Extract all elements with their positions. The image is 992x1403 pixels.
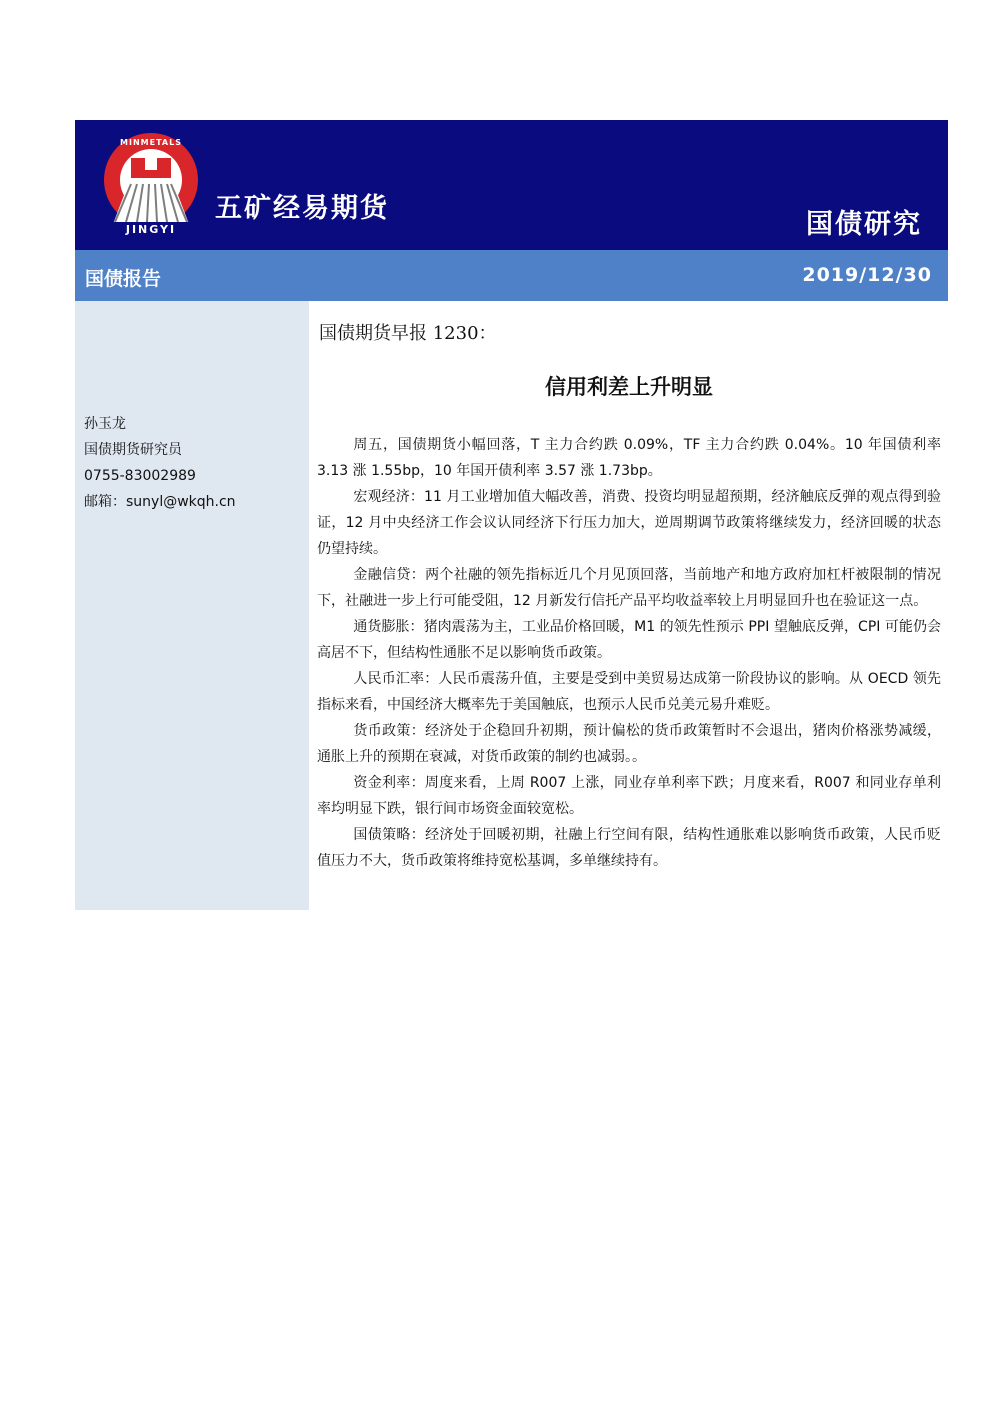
report-title: 信用利差上升明显 (545, 375, 713, 399)
paragraph: 金融信贷：两个社融的领先指标近几个月见顶回落，当前地产和地方政府加杠杆被限制的情况下，社融进一步上行可能受阻，12 月新发行信托产品平均收益率较上月明显回升也在验证这一点。 (317, 567, 941, 609)
paragraph: 通货膨胀：猪肉震荡为主，工业品价格回暖，M1 的领先性预示 PPI 望触底反弹，CPI 可能仍会高居不下，但结构性通胀不足以影响货币政策。 (317, 619, 941, 661)
paragraph: 货币政策：经济处于企稳回升初期，预计偏松的货币政策暂时不会退出，猪肉价格涨势减缓，通胀上升的预期在衰减，对货币政策的制约也减弱。。 (317, 723, 941, 765)
report-text (317, 432, 941, 874)
report-type: 国债报告 (85, 268, 162, 290)
paragraph: 周五，国债期货小幅回落，T 主力合约跌 0.09%，TF 主力合约跌 0.04%。10 年国债利率 3.13 涨 1.55bp，10 年国开债利率 3.57 涨 1.73bp。 (317, 437, 941, 479)
paragraph: 人民币汇率：人民币震荡升值，主要是受到中美贸易达成第一阶段协议的影响。从 OECD 领先指标来看，中国经济大概率先于美国触底，也预示人民币兑美元易升难贬。 (317, 671, 941, 713)
paragraph: 资金利率：周度来看，上周 R007 上涨，同业存单利率下跌；月度来看，R007 和同业存单利率均明显下跌，银行间市场资金面较宽松。 (317, 775, 941, 817)
report-info-bar (75, 250, 948, 301)
author-info (84, 411, 236, 515)
section-title: 国债研究 (806, 209, 922, 240)
logo-top-text: MINMETALS (120, 138, 182, 147)
report-date: 2019/12/30 (802, 264, 932, 286)
paragraph: 国债策略：经济处于回暖初期，社融上行空间有限，结构性通胀难以影响货币政策，人民币贬值压力不大，货币政策将维持宽松基调，多单继续持有。 (317, 827, 941, 869)
author-title: 国债期货研究员 (84, 442, 182, 458)
paragraph: 宏观经济：11 月工业增加值大幅改善，消费、投资均明显超预期，经济触底反弹的观点得到验证，12 月中央经济工作会议认同经济下行压力加大，逆周期调节政策将继续发力，经济回暖的状态仍望持续。 (317, 489, 941, 557)
author-sidebar (75, 301, 309, 910)
report-subtitle: 国债期货早报 1230： (319, 323, 497, 344)
minmetals-logo (101, 132, 201, 236)
logo-bottom-text: JINGYI (125, 223, 177, 236)
report-header (75, 120, 948, 250)
company-name: 五矿经易期货 (215, 193, 389, 224)
author-email: 邮箱：sunyl@wkqh.cn (84, 494, 236, 510)
author-name: 孙玉龙 (84, 416, 126, 432)
author-phone: 0755-83002989 (84, 468, 196, 484)
